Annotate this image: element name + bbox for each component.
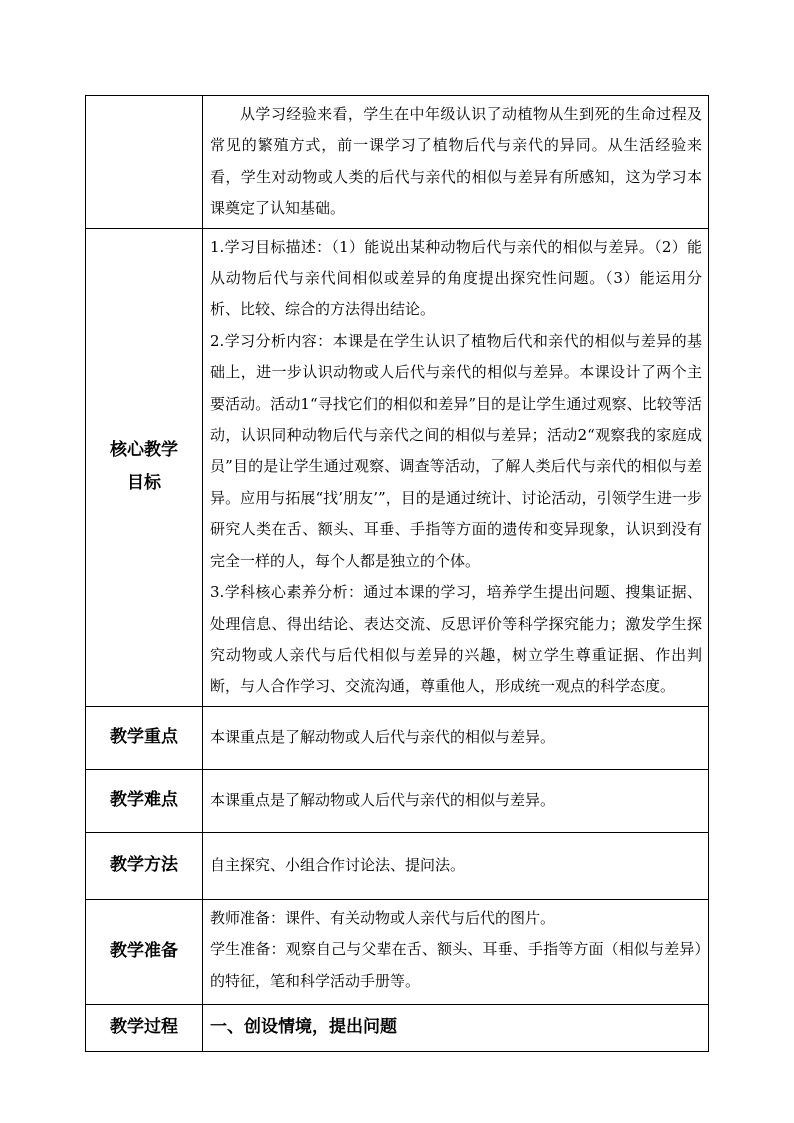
key-point-text: 本课重点是了解动物或人后代与亲代的相似与差异。 [210,728,556,747]
preparation-content-cell [203,899,709,1004]
method-label: 教学方法 [86,832,203,899]
row-difficulty [86,769,709,832]
method-content-cell [203,832,709,899]
key-point-label: 教学重点 [86,706,203,769]
difficulty-label: 教学难点 [86,769,203,832]
lesson-plan-table [85,95,709,1052]
background-content-cell [203,96,709,229]
key-point-content-cell [203,706,709,769]
row-background [86,96,709,229]
core-goals-label-line1: 核心教学 [110,440,178,461]
difficulty-content-cell [203,769,709,832]
process-content-cell [203,1004,709,1051]
core-goals-literacy: 3.学科核心素养分析：通过本课的学习，培养学生提出问题、搜集证据、处理信息、得出结论、表达交流、反思评价等科学探究能力；激发学生探究动物或人亲代与后代相似与差异的兴趣，树立学生尊重证据、作出判断，与人合作学习、交流沟通，尊重他人，形成统一观点的科学态度。 [210,583,702,696]
difficulty-text: 本课重点是了解动物或人后代与亲代的相似与差异。 [210,791,556,810]
row-core-goals [86,228,709,706]
core-goals-label [86,228,203,706]
preparation-teacher: 教师准备：课件、有关动物或人亲代与后代的图片。 [210,908,556,927]
core-goals-objectives: 1.学习目标描述：（1）能说出某种动物后代与亲代的相似与差异。（2）能从动物后代与亲代间相似或差异的角度提出探究性问题。（3）能运用分析、比较、综合的方法得出结论。 [210,237,702,319]
process-section-heading: 一、创设情境，提出问题 [210,1017,397,1038]
preparation-label: 教学准备 [86,899,203,1004]
background-label-cell [86,96,203,229]
row-preparation [86,899,709,1004]
row-method [86,832,709,899]
method-text: 自主探究、小组合作讨论法、提问法。 [210,856,466,875]
process-label: 教学过程 [86,1004,203,1051]
row-key-point [86,706,709,769]
preparation-student: 学生准备：观察自己与父辈在舌、额头、耳垂、手指等方面（相似与差异）的特征，笔和科学活动手册等。 [210,940,702,990]
row-process [86,1004,709,1051]
core-goals-analysis: 2.学习分析内容：本课是在学生认识了植物后代和亲代的相似与差异的基础上，进一步认识动物或人后代与亲代的相似与差异。本课设计了两个主要活动。活动1“寻找它们的相似和差异”目的是让学生通过观察、比较等活动，认识同种动物后代与亲代之间的相似与差异；活动2“观察我的家庭成员”目的是让学生通过观察、调查等活动，了解人类后代与亲代的相似与差异。应用与拓展“找’朋友’”，目的是通过统计、讨论活动，引领学生进一步研究人类在舌、额头、耳垂、手指等方面的遗传和变异现象，认识到没有完全一样的人，每个人都是独立的个体。 [210,331,702,570]
background-text: 从学习经验来看，学生在中年级认识了动植物从生到死的生命过程及常见的繁殖方式，前一课学习了植物后代与亲代的异同。从生活经验来看，学生对动物或人类的后代与亲代的相似与差异有所感知，这为学习本课奠定了认知基础。 [210,105,702,218]
core-goals-label-line2: 目标 [127,473,161,494]
core-goals-content-cell [203,228,709,706]
